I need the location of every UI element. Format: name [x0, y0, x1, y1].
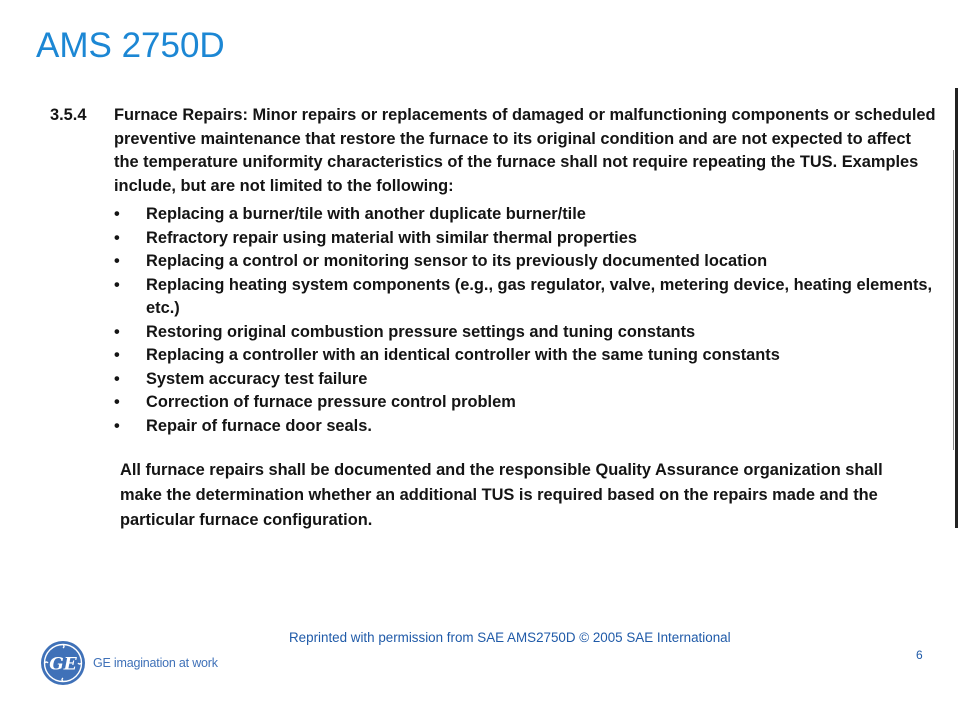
- list-item-text: Refractory repair using material with similar thermal properties: [146, 228, 637, 247]
- bullet-icon: •: [114, 205, 120, 223]
- tagline: GE imagination at work: [93, 656, 218, 670]
- page-title: AMS 2750D: [36, 26, 225, 65]
- ge-logo: [40, 640, 218, 686]
- bullet-icon: •: [114, 252, 120, 270]
- section-paragraph: Furnace Repairs: Minor repairs or replacements of damaged or malfunctioning components or scheduled preventive maintenance that restore the furnace to its original condition and are not expected to affect the temperature uniformity characteristics of the furnace shall not require repeating the TUS. Examples include, but are not limited to the following:: [114, 106, 936, 195]
- examples-list: [114, 203, 940, 438]
- bullet-icon: •: [114, 393, 120, 411]
- list-item-text: Replacing a control or monitoring sensor to its previously documented location: [146, 252, 768, 270]
- ge-monogram-text: GE: [49, 654, 77, 675]
- list-item: [114, 415, 940, 439]
- list-item: [114, 227, 940, 251]
- list-item: [114, 391, 940, 415]
- bullet-icon: •: [114, 346, 120, 364]
- scan-edge-line: [953, 150, 954, 450]
- ge-monogram-icon: [40, 640, 86, 686]
- list-item: [114, 274, 940, 321]
- section-body: [114, 104, 940, 438]
- closing-paragraph: All furnace repairs shall be documented and the responsible Quality Assurance organization shall make the determination whether an additional TUS is required based on the repairs made and the particular furnace configuration.: [120, 461, 883, 529]
- scan-edge-line: [955, 88, 958, 528]
- standard-excerpt: [50, 104, 940, 533]
- list-item-text: Replacing a burner/tile with another duplicate burner/tile: [146, 205, 586, 223]
- list-item-text: Correction of furnace pressure control problem: [146, 393, 516, 411]
- list-item-text: Replacing a controller with an identical controller with the same tuning constants: [146, 346, 780, 364]
- bullet-icon: •: [114, 369, 120, 388]
- list-item-text: Repair of furnace door seals.: [146, 416, 372, 435]
- citation-text: Reprinted with permission from SAE AMS2750D © 2005 SAE International: [289, 630, 731, 645]
- list-item: [114, 203, 940, 227]
- list-item: [114, 368, 940, 392]
- bullet-icon: •: [114, 228, 120, 247]
- list-item: [114, 321, 940, 345]
- list-item-text: System accuracy test failure: [146, 369, 368, 388]
- list-item-text: Replacing heating system components (e.g., gas regulator, valve, metering device, heating elements, etc.): [146, 275, 933, 317]
- bullet-icon: •: [114, 416, 120, 435]
- bullet-icon: •: [114, 275, 120, 294]
- list-item: [114, 344, 940, 368]
- page-number: 6: [916, 648, 923, 662]
- bullet-icon: •: [114, 322, 120, 341]
- section-number: 3.5.4: [50, 106, 87, 124]
- list-item-text: Restoring original combustion pressure settings and tuning constants: [146, 322, 696, 341]
- list-item: [114, 250, 940, 274]
